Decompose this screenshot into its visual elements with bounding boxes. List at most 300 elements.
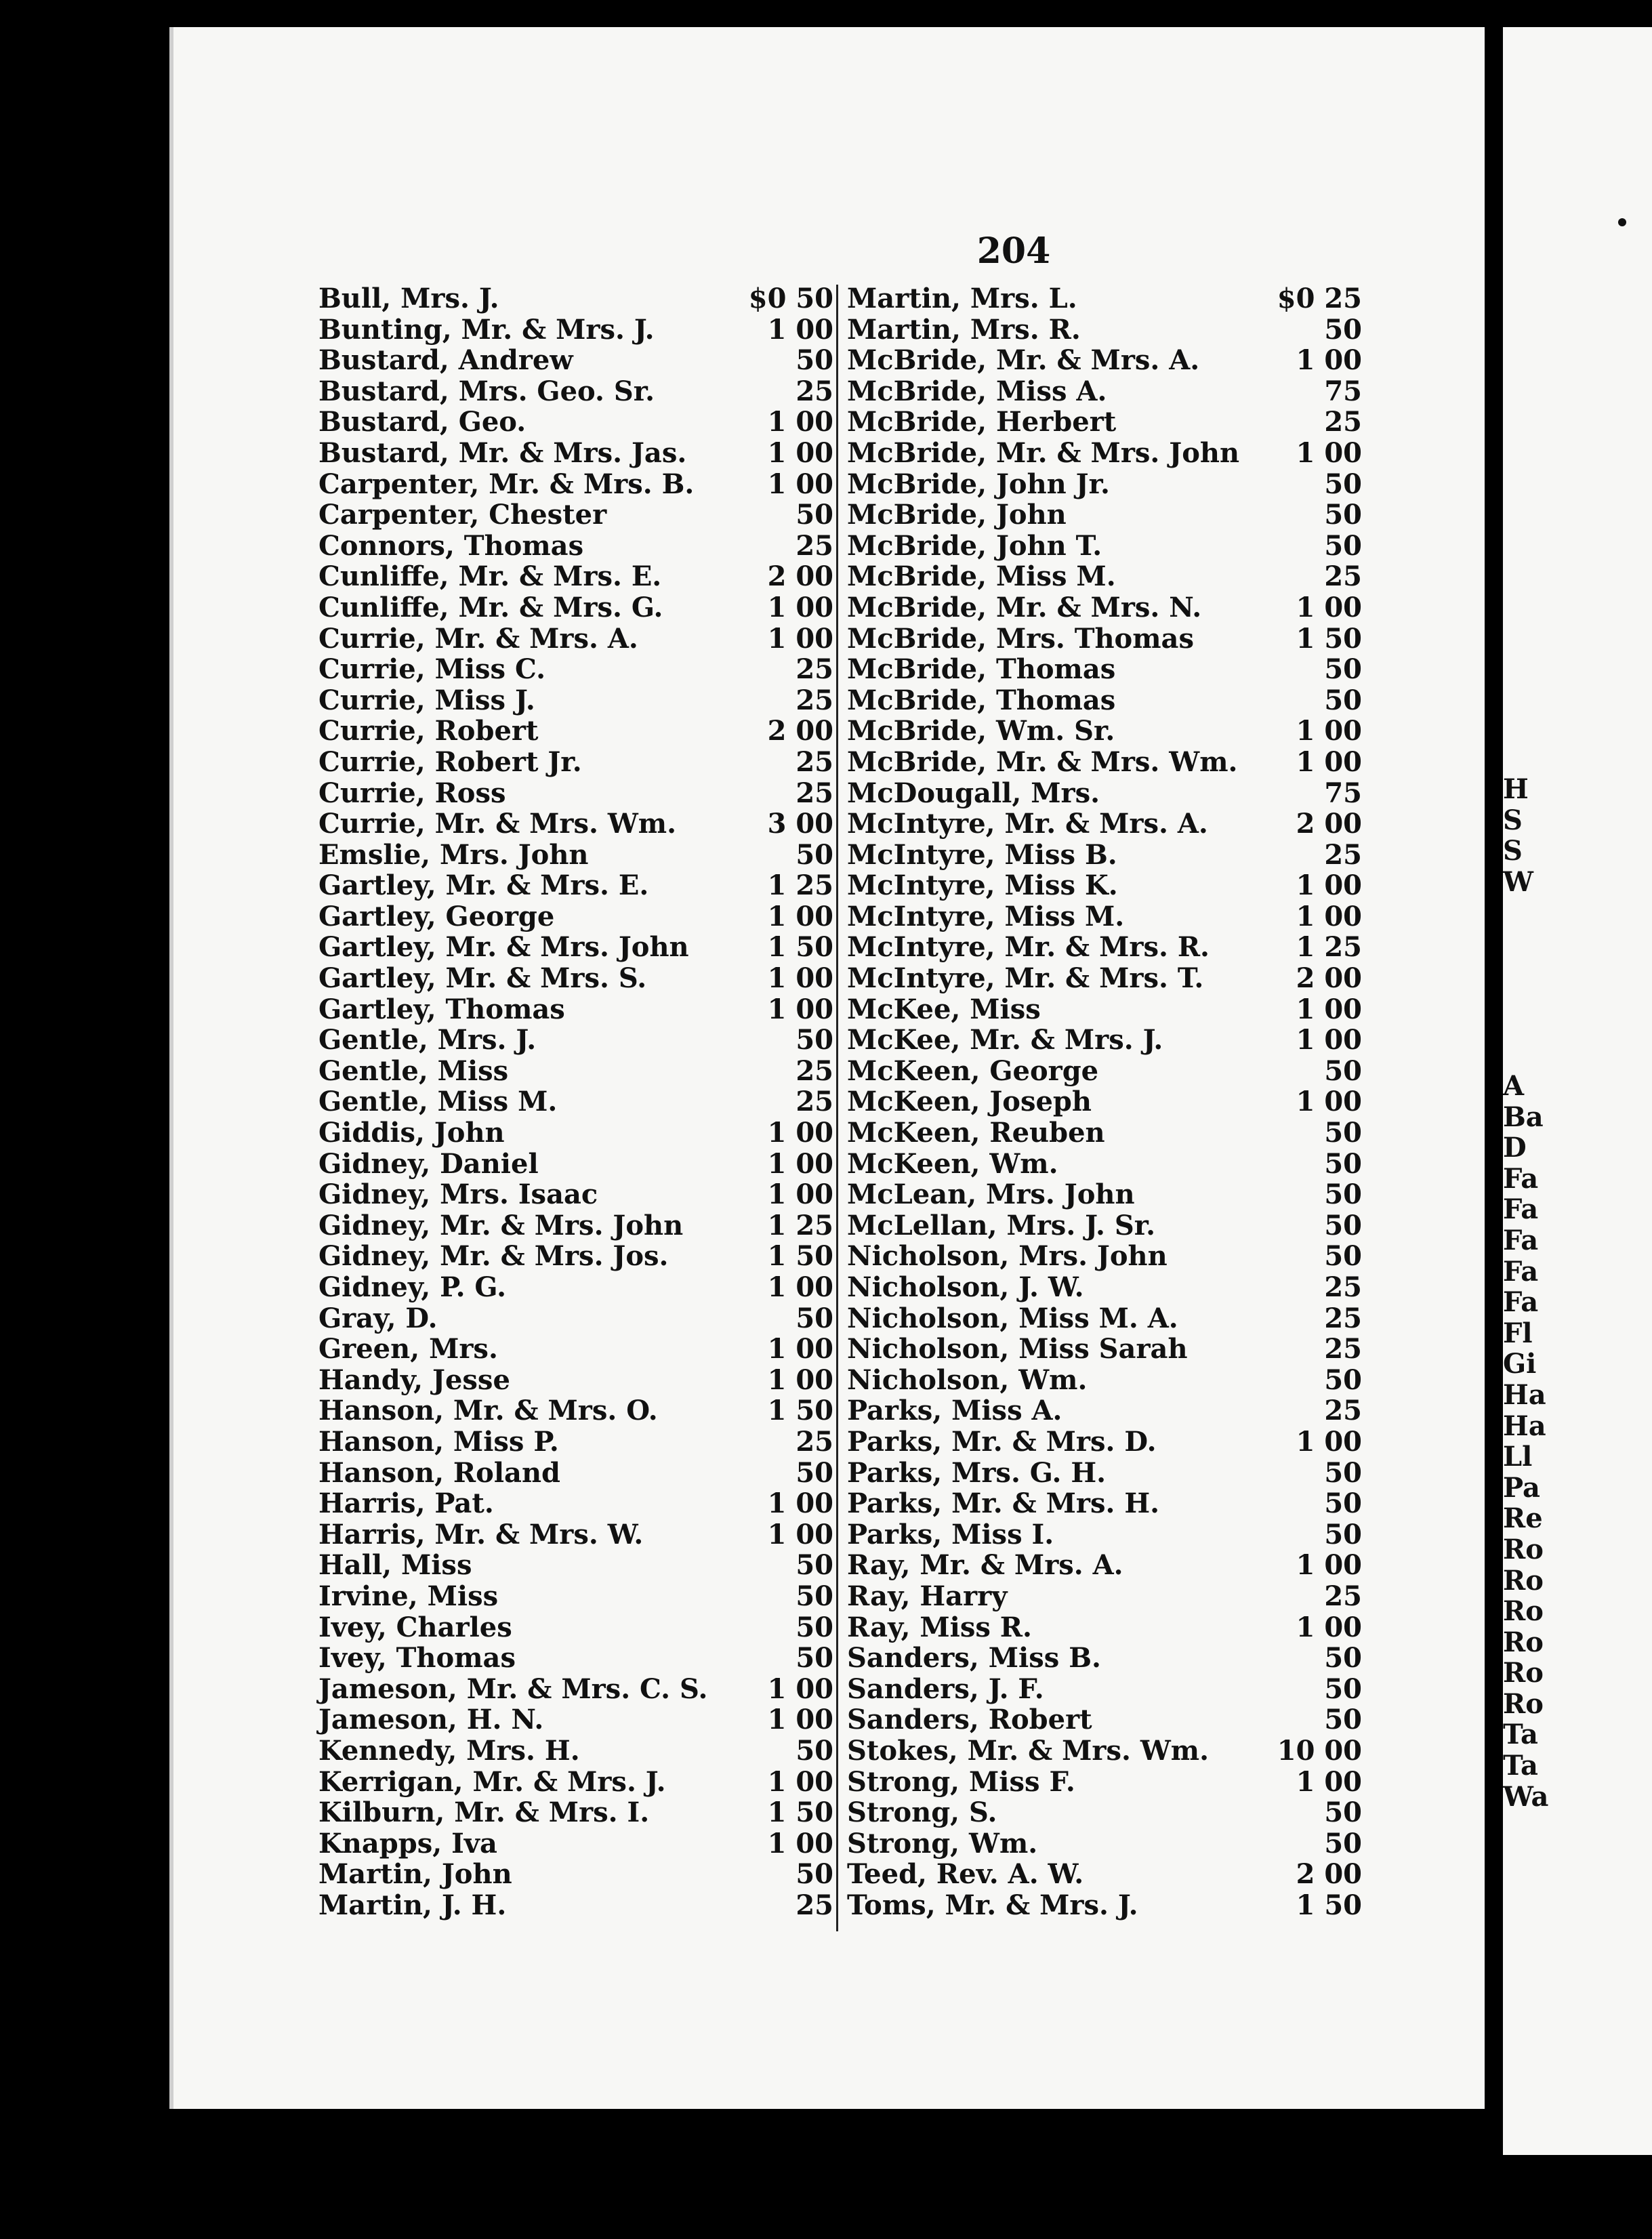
- subscriber-entry: [847, 747, 1362, 778]
- subscriber-name: McBride, Thomas: [847, 684, 1116, 716]
- subscriber-entry: [318, 1179, 833, 1210]
- facing-page-text-fragment: Fa: [1503, 1286, 1539, 1319]
- subscriber-name: Currie, Mr. & Mrs. Wm.: [318, 808, 677, 840]
- subscriber-name: Emslie, Mrs. John: [318, 838, 589, 871]
- subscriber-entry: [847, 1117, 1362, 1149]
- subscriber-entry: [318, 685, 833, 716]
- subscriber-name: Hanson, Mr. & Mrs. O.: [318, 1395, 658, 1427]
- subscriber-entry: [318, 1365, 833, 1396]
- facing-page-text-fragment: H: [1503, 773, 1529, 805]
- subscriber-entry: [318, 314, 833, 346]
- subscriber-name: Irvine, Miss: [318, 1580, 499, 1612]
- subscriber-entry: [318, 1303, 833, 1334]
- subscriber-entry: [318, 963, 833, 994]
- subscriber-entry: [318, 438, 833, 469]
- subscriber-entry: [847, 1272, 1362, 1303]
- subscription-amount: 50: [796, 1024, 833, 1056]
- subscriber-entry: [318, 1859, 833, 1890]
- subscription-amount: 1 25: [767, 1209, 833, 1241]
- subscriber-entry: [847, 283, 1362, 314]
- subscriber-name: Harris, Mr. & Mrs. W.: [318, 1518, 644, 1550]
- subscription-amount: 1 00: [1296, 900, 1362, 932]
- subscription-amount: 1 00: [1296, 1611, 1362, 1643]
- subscription-amount: 2 00: [767, 560, 833, 593]
- subscriber-name: Gidney, Daniel: [318, 1147, 539, 1180]
- subscription-amount: 1 00: [767, 406, 833, 438]
- subscription-amount: 50: [1324, 1642, 1362, 1675]
- subscription-amount: 1 00: [767, 1147, 833, 1180]
- subscription-amount: 1 00: [1296, 344, 1362, 377]
- subscription-amount: 1 00: [1296, 1024, 1362, 1056]
- subscription-amount: 1 00: [1296, 715, 1362, 747]
- subscriber-name: McBride, Miss A.: [847, 375, 1107, 407]
- subscriber-entry: [318, 469, 833, 500]
- subscription-amount: 50: [1324, 684, 1362, 716]
- subscriber-entry: [318, 1890, 833, 1921]
- subscriber-entry: [847, 623, 1362, 655]
- subscriber-entry: [847, 1488, 1362, 1519]
- subscriber-entry: [318, 1488, 833, 1519]
- subscriber-entry: [847, 1519, 1362, 1550]
- subscription-amount: 1 50: [767, 1240, 833, 1273]
- subscriber-entry: [847, 901, 1362, 932]
- subscription-amount: 2 00: [1296, 1858, 1362, 1891]
- subscription-amount: 50: [1324, 1704, 1362, 1736]
- subscription-amount: 50: [796, 1456, 833, 1489]
- subscriber-name: Gidney, Mrs. Isaac: [318, 1178, 598, 1211]
- subscription-amount: 50: [1324, 468, 1362, 500]
- subscription-amount: 1 50: [1296, 622, 1362, 655]
- subscriber-entry: [318, 1025, 833, 1056]
- facing-page-edge: [1503, 27, 1652, 2155]
- subscriber-name: Ray, Miss R.: [847, 1611, 1032, 1643]
- subscriber-name: McKeen, Joseph: [847, 1086, 1092, 1118]
- subscriber-entry: [847, 1767, 1362, 1798]
- subscriber-entry: [847, 1334, 1362, 1365]
- subscription-amount: 1 00: [767, 1518, 833, 1550]
- column-divider: [836, 285, 838, 1931]
- subscriber-entry: [847, 592, 1362, 623]
- subscriber-name: Sanders, J. F.: [847, 1672, 1044, 1705]
- subscriber-entry: [847, 1303, 1362, 1334]
- facing-page-text-fragment: Ro: [1503, 1595, 1544, 1628]
- subscription-amount: 25: [1324, 1302, 1362, 1334]
- subscriber-name: Carpenter, Mr. & Mrs. B.: [318, 468, 695, 500]
- subscriber-name: Hall, Miss: [318, 1549, 472, 1582]
- subscription-amount: 1 00: [1296, 436, 1362, 469]
- subscriber-name: McBride, Herbert: [847, 406, 1117, 438]
- subscription-amount: 25: [796, 1425, 833, 1458]
- subscription-amount: 3 00: [767, 808, 833, 840]
- subscriber-name: Harris, Pat.: [318, 1487, 494, 1520]
- subscription-amount: 1 00: [1296, 1086, 1362, 1118]
- subscription-amount: 50: [796, 1611, 833, 1643]
- subscriber-entry: [318, 1519, 833, 1550]
- subscriber-entry: [847, 1643, 1362, 1674]
- subscription-amount: 1 25: [767, 869, 833, 902]
- subscriber-entry: [847, 1674, 1362, 1705]
- subscriber-entry: [318, 1117, 833, 1149]
- subscriber-name: Currie, Miss J.: [318, 684, 535, 716]
- subscription-amount: 50: [1324, 1672, 1362, 1705]
- subscriber-entry: [847, 561, 1362, 592]
- subscription-amount: 50: [1324, 499, 1362, 531]
- subscriber-entry: [318, 561, 833, 592]
- facing-page-text-fragment: S: [1503, 804, 1523, 836]
- subscriber-name: Parks, Mrs. G. H.: [847, 1456, 1107, 1489]
- subscriber-entry: [318, 840, 833, 871]
- subscription-amount: 50: [796, 838, 833, 871]
- subscription-amount: 1 00: [1296, 1765, 1362, 1798]
- subscriber-entry: [318, 1458, 833, 1489]
- subscriber-name: Ray, Mr. & Mrs. A.: [847, 1549, 1123, 1582]
- subscriber-name: McIntyre, Miss B.: [847, 838, 1117, 871]
- subscriber-name: McDougall, Mrs.: [847, 777, 1100, 809]
- subscription-amount: 50: [796, 1549, 833, 1582]
- subscriber-name: McBride, Wm. Sr.: [847, 715, 1115, 747]
- subscription-amount: 10 00: [1277, 1734, 1362, 1767]
- subscription-amount: 25: [796, 1054, 833, 1087]
- subscriber-entry: [847, 499, 1362, 531]
- subscriber-entry: [847, 1704, 1362, 1735]
- subscription-amount: 2 00: [1296, 962, 1362, 995]
- subscriber-name: Martin, Mrs. L.: [847, 283, 1077, 314]
- facing-page-text-fragment: Ba: [1503, 1101, 1544, 1133]
- subscriber-name: Ray, Harry: [847, 1580, 1008, 1612]
- facing-page-text-fragment: Ro: [1503, 1626, 1544, 1658]
- subscriber-name: Knapps, Iva: [318, 1827, 497, 1860]
- subscription-amount: 25: [796, 1086, 833, 1118]
- subscription-amount: 1 00: [767, 591, 833, 623]
- subscriber-entry: [318, 901, 833, 932]
- subscription-amount: 25: [1324, 406, 1362, 438]
- subscriber-entry: [318, 283, 833, 314]
- facing-page-text-fragment: A: [1503, 1070, 1525, 1102]
- left-column: [318, 283, 833, 1920]
- facing-page-text-fragment: Ro: [1503, 1657, 1544, 1689]
- subscriber-entry: [847, 1890, 1362, 1921]
- subscription-amount: 50: [796, 1858, 833, 1891]
- subscriber-name: Parks, Miss I.: [847, 1518, 1054, 1550]
- subscription-amount: 50: [1324, 1363, 1362, 1396]
- right-column: [847, 283, 1362, 1920]
- subscriber-entry: [847, 808, 1362, 840]
- subscriber-entry: [318, 1272, 833, 1303]
- subscriber-name: McBride, Miss M.: [847, 560, 1116, 593]
- subscriber-entry: [847, 1581, 1362, 1612]
- subscriber-name: Jameson, Mr. & Mrs. C. S.: [318, 1672, 708, 1705]
- subscriber-name: McLean, Mrs. John: [847, 1178, 1135, 1211]
- facing-page-text-fragment: Ta: [1503, 1719, 1538, 1751]
- subscriber-name: Parks, Mr. & Mrs. H.: [847, 1487, 1160, 1520]
- subscriber-entry: [318, 747, 833, 778]
- subscription-amount: 2 00: [767, 715, 833, 747]
- subscriber-entry: [318, 1056, 833, 1087]
- subscriber-entry: [318, 376, 833, 407]
- subscription-amount: 50: [1324, 1117, 1362, 1149]
- subscription-amount: 1 25: [1296, 931, 1362, 964]
- subscriber-name: Currie, Mr. & Mrs. A.: [318, 622, 638, 655]
- subscriber-entry: [318, 994, 833, 1025]
- subscriber-entry: [318, 1797, 833, 1828]
- subscriber-name: McBride, Mrs. Thomas: [847, 622, 1194, 655]
- subscription-amount: 25: [796, 777, 833, 809]
- subscription-amount: 50: [1324, 1796, 1362, 1829]
- subscriber-name: McBride, Mr. & Mrs. Wm.: [847, 745, 1238, 778]
- facing-page-fragments-lower: [1503, 1071, 1548, 1812]
- subscriber-name: McBride, John Jr.: [847, 468, 1110, 500]
- subscriber-entry: [318, 1210, 833, 1241]
- subscription-amount: 25: [796, 375, 833, 407]
- subscriber-name: Nicholson, Miss Sarah: [847, 1333, 1188, 1365]
- subscription-amount: 1 00: [767, 1487, 833, 1520]
- subscription-amount: 1 00: [767, 1363, 833, 1396]
- subscriber-name: Cunliffe, Mr. & Mrs. E.: [318, 560, 662, 593]
- subscriber-name: Connors, Thomas: [318, 529, 584, 562]
- subscriber-name: McIntyre, Miss K.: [847, 869, 1118, 902]
- subscriber-name: Kennedy, Mrs. H.: [318, 1734, 580, 1767]
- facing-page-fragments-upper: [1503, 774, 1533, 897]
- subscriber-name: Sanders, Robert: [847, 1704, 1092, 1736]
- subscriber-entry: [847, 1458, 1362, 1489]
- subscriber-name: Hanson, Roland: [318, 1456, 561, 1489]
- subscriber-entry: [847, 1056, 1362, 1087]
- subscriber-name: McBride, Mr. & Mrs. N.: [847, 591, 1202, 623]
- subscription-amount: 50: [1324, 529, 1362, 562]
- subscriber-entry: [318, 870, 833, 901]
- subscriber-entry: [847, 654, 1362, 685]
- subscription-amount: 50: [796, 344, 833, 377]
- subscriber-name: Gentle, Mrs. J.: [318, 1024, 537, 1056]
- subscriber-entry: [318, 1086, 833, 1117]
- subscriber-entry: [318, 1674, 833, 1705]
- subscription-amount: 1 50: [767, 931, 833, 964]
- subscription-amount: 1 00: [1296, 993, 1362, 1025]
- subscriber-entry: [847, 1612, 1362, 1643]
- subscriber-name: Green, Mrs.: [318, 1333, 498, 1365]
- subscriber-name: McIntyre, Mr. & Mrs. R.: [847, 931, 1210, 964]
- ink-dot: [1618, 218, 1626, 226]
- subscriber-entry: [318, 1767, 833, 1798]
- subscriber-name: McIntyre, Miss M.: [847, 900, 1125, 932]
- subscription-amount: 1 00: [767, 1333, 833, 1365]
- subscriber-entry: [847, 1025, 1362, 1056]
- subscriber-name: Sanders, Miss B.: [847, 1642, 1101, 1675]
- subscriber-name: Stokes, Mr. & Mrs. Wm.: [847, 1734, 1210, 1767]
- subscriber-name: McLellan, Mrs. J. Sr.: [847, 1209, 1156, 1241]
- subscriber-entry: [847, 1426, 1362, 1458]
- subscription-amount: 25: [1324, 1395, 1362, 1427]
- subscription-amount: 50: [1324, 1827, 1362, 1860]
- subscriber-name: Carpenter, Chester: [318, 499, 607, 531]
- subscriber-name: Bull, Mrs. J.: [318, 283, 499, 314]
- subscriber-name: Martin, John: [318, 1858, 512, 1891]
- facing-page-text-fragment: Ro: [1503, 1687, 1544, 1720]
- facing-page-text-fragment: Pa: [1503, 1471, 1540, 1504]
- subscriber-name: Bunting, Mr. & Mrs. J.: [318, 313, 655, 346]
- subscriber-name: McKee, Mr. & Mrs. J.: [847, 1024, 1163, 1056]
- subscriber-name: McBride, Thomas: [847, 653, 1116, 686]
- facing-page-text-fragment: Ha: [1503, 1378, 1546, 1411]
- subscription-amount: 1 00: [767, 1827, 833, 1860]
- subscriber-entry: [847, 407, 1362, 438]
- subscriber-entry: [318, 592, 833, 623]
- facing-page-text-fragment: D: [1503, 1132, 1527, 1164]
- subscriber-name: McKeen, George: [847, 1054, 1099, 1087]
- subscriber-name: Gidney, Mr. & Mrs. Jos.: [318, 1240, 669, 1273]
- subscription-amount: 1 00: [1296, 591, 1362, 623]
- facing-page-text-fragment: Ro: [1503, 1533, 1544, 1565]
- subscription-amount: 1 00: [1296, 745, 1362, 778]
- subscriber-entry: [847, 1149, 1362, 1180]
- subscription-amount: 1 00: [767, 1672, 833, 1705]
- facing-page-text-fragment: Re: [1503, 1502, 1543, 1535]
- subscriber-name: Gartley, Mr. & Mrs. John: [318, 931, 689, 964]
- subscriber-entry: [318, 1334, 833, 1365]
- subscriber-entry: [847, 840, 1362, 871]
- subscription-amount: 2 00: [1296, 808, 1362, 840]
- facing-page-text-fragment: W: [1503, 865, 1533, 898]
- subscription-amount: 50: [1324, 1209, 1362, 1241]
- subscription-amount: 1 00: [767, 622, 833, 655]
- subscription-amount: 50: [796, 1734, 833, 1767]
- subscriber-entry: [318, 1704, 833, 1735]
- subscriber-name: Currie, Robert Jr.: [318, 745, 582, 778]
- subscriber-entry: [318, 654, 833, 685]
- subscriber-name: Nicholson, J. W.: [847, 1271, 1084, 1303]
- facing-page-text-fragment: Fl: [1503, 1317, 1533, 1349]
- subscriber-entry: [847, 685, 1362, 716]
- subscriber-entry: [318, 1550, 833, 1581]
- subscription-amount: 1 00: [767, 1765, 833, 1798]
- subscription-amount: 1 00: [767, 436, 833, 469]
- subscription-amount: 50: [1324, 1518, 1362, 1550]
- subscriber-entry: [318, 1241, 833, 1272]
- subscriber-entry: [318, 1735, 833, 1767]
- subscriber-entry: [847, 1828, 1362, 1860]
- subscription-amount: 25: [796, 745, 833, 778]
- subscription-amount: 50: [796, 499, 833, 531]
- facing-page-text-fragment: Fa: [1503, 1193, 1539, 1226]
- subscription-amount: 1 50: [767, 1395, 833, 1427]
- subscription-amount: 75: [1324, 375, 1362, 407]
- subscriber-entry: [847, 1179, 1362, 1210]
- facing-page-text-fragment: Wa: [1503, 1780, 1549, 1813]
- subscription-amount: 1 00: [767, 1117, 833, 1149]
- subscription-amount: 50: [1324, 1178, 1362, 1211]
- subscriber-name: Gidney, Mr. & Mrs. John: [318, 1209, 684, 1241]
- subscriber-name: McBride, John: [847, 499, 1067, 531]
- subscriber-name: Gartley, Mr. & Mrs. E.: [318, 869, 649, 902]
- subscriber-entry: [318, 345, 833, 376]
- subscriber-name: Bustard, Mr. & Mrs. Jas.: [318, 436, 687, 469]
- subscriber-name: McIntyre, Mr. & Mrs. A.: [847, 808, 1208, 840]
- subscription-amount: 1 00: [767, 1704, 833, 1736]
- subscription-amount: 50: [1324, 1240, 1362, 1273]
- subscription-amount: 50: [1324, 653, 1362, 686]
- subscription-amount: 50: [1324, 1054, 1362, 1087]
- subscription-amount: $0 25: [1277, 283, 1362, 314]
- facing-page-text-fragment: Ha: [1503, 1410, 1546, 1442]
- subscriber-name: Ivey, Charles: [318, 1611, 512, 1643]
- subscriber-name: Bustard, Geo.: [318, 406, 526, 438]
- subscriber-name: Currie, Miss C.: [318, 653, 546, 686]
- subscription-amount: 25: [1324, 1333, 1362, 1365]
- subscription-amount: 1 00: [1296, 1425, 1362, 1458]
- subscriber-name: Kerrigan, Mr. & Mrs. J.: [318, 1765, 666, 1798]
- subscriber-name: Gentle, Miss: [318, 1054, 509, 1087]
- subscriber-entry: [847, 1086, 1362, 1117]
- facing-page-text-fragment: Ta: [1503, 1750, 1538, 1782]
- subscriber-name: Handy, Jesse: [318, 1363, 510, 1396]
- subscriber-entry: [847, 1210, 1362, 1241]
- subscriber-name: Hanson, Miss P.: [318, 1425, 559, 1458]
- subscriber-name: Strong, S.: [847, 1796, 997, 1829]
- subscription-amount: 1 00: [767, 1178, 833, 1211]
- facing-page-text-fragment: Fa: [1503, 1162, 1539, 1195]
- subscriber-entry: [318, 1581, 833, 1612]
- subscriber-name: Bustard, Mrs. Geo. Sr.: [318, 375, 655, 407]
- subscription-amount: 25: [1324, 1580, 1362, 1612]
- subscriber-entry: [318, 1426, 833, 1458]
- subscriber-name: McBride, Mr. & Mrs. A.: [847, 344, 1200, 377]
- subscriber-entry: [318, 1395, 833, 1426]
- subscription-amount: 50: [1324, 1456, 1362, 1489]
- subscriber-entry: [318, 623, 833, 655]
- subscription-amount: $0 50: [748, 283, 833, 314]
- subscriber-entry: [318, 531, 833, 562]
- subscription-amount: 1 00: [767, 468, 833, 500]
- subscriber-name: McIntyre, Mr. & Mrs. T.: [847, 962, 1204, 995]
- subscriber-entry: [318, 1612, 833, 1643]
- subscriber-name: Nicholson, Wm.: [847, 1363, 1088, 1396]
- subscription-amount: 1 50: [767, 1796, 833, 1829]
- subscriber-entry: [847, 1550, 1362, 1581]
- subscription-amount: 25: [796, 529, 833, 562]
- subscriber-name: Strong, Miss F.: [847, 1765, 1075, 1798]
- facing-page-text-fragment: Fa: [1503, 1224, 1539, 1256]
- subscriber-entry: [847, 994, 1362, 1025]
- subscriber-name: Ivey, Thomas: [318, 1642, 516, 1675]
- subscriber-entry: [318, 1643, 833, 1674]
- subscription-amount: 1 00: [767, 993, 833, 1025]
- subscriber-entry: [847, 1365, 1362, 1396]
- subscriber-name: Martin, Mrs. R.: [847, 313, 1081, 346]
- subscription-amount: 50: [1324, 1487, 1362, 1520]
- subscriber-name: Nicholson, Mrs. John: [847, 1240, 1168, 1273]
- subscription-amount: 25: [796, 653, 833, 686]
- subscription-amount: 25: [1324, 1271, 1362, 1303]
- subscriber-name: McBride, John T.: [847, 529, 1102, 562]
- subscriber-name: Jameson, H. N.: [318, 1704, 544, 1736]
- subscription-amount: 1 00: [1296, 1549, 1362, 1582]
- subscription-amount: 25: [796, 1889, 833, 1921]
- subscriber-name: Currie, Robert: [318, 715, 539, 747]
- subscriber-entry: [847, 870, 1362, 901]
- subscriber-entry: [847, 963, 1362, 994]
- subscriber-name: McKeen, Wm.: [847, 1147, 1058, 1180]
- subscriber-name: Bustard, Andrew: [318, 344, 573, 377]
- subscriber-name: Currie, Ross: [318, 777, 506, 809]
- subscriber-entry: [318, 778, 833, 809]
- subscription-amount: 75: [1324, 777, 1362, 809]
- facing-page-text-fragment: Gi: [1503, 1348, 1537, 1380]
- subscriber-entry: [847, 314, 1362, 346]
- subscriber-entry: [318, 716, 833, 747]
- subscriber-name: Cunliffe, Mr. & Mrs. G.: [318, 591, 663, 623]
- facing-page-text-fragment: Ro: [1503, 1564, 1544, 1597]
- subscriber-entry: [847, 531, 1362, 562]
